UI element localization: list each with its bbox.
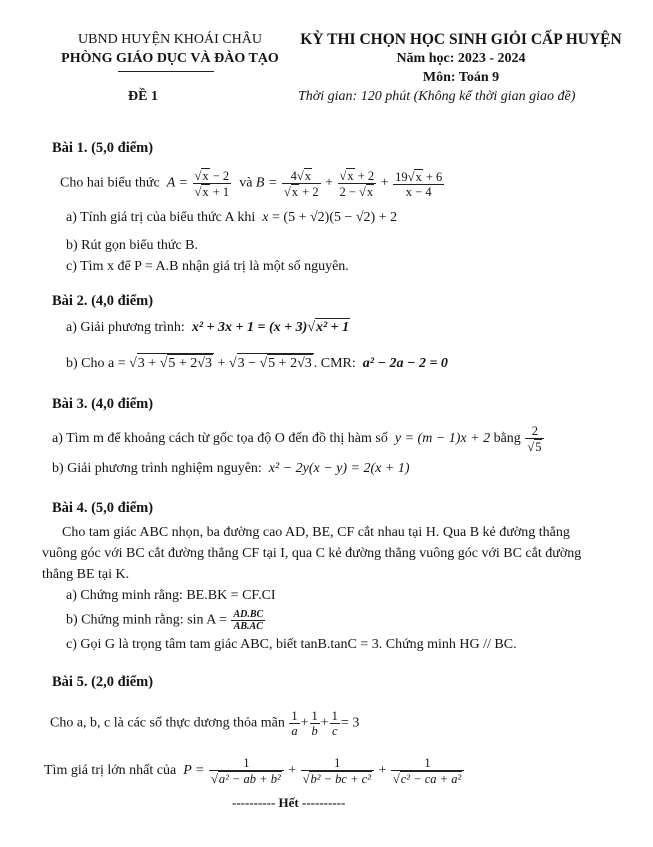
district-name: UBND HUYỆN KHOÁI CHÂU [78, 32, 262, 47]
end-marker: ---------- Hết ---------- [232, 795, 346, 810]
bai4-title: Bài 4. (5,0 điểm) [52, 500, 154, 516]
bai3-a-end: bằng [493, 431, 521, 447]
bai3-b-text: b) Giải phương trình nghiệm nguyên: [52, 461, 262, 476]
bai2-title: Bài 2. (4,0 điểm) [52, 293, 154, 309]
bai5-p2-text: Tìm giá trị lớn nhất của [44, 763, 177, 779]
bai4-c: c) Gọi G là trọng tâm tam giác ABC, biết tanB.tanC = 3. Chứng minh HG // BC. [66, 637, 517, 652]
frac-2-sqrt5: $\frac{2}{√5}$ [525, 424, 544, 454]
bai1-a-text: a) Tính giá trị của biểu thức A khi [66, 210, 256, 225]
header-underline [118, 71, 214, 72]
bai1-intro-text: Cho hai biểu thức [60, 175, 160, 191]
frac-B2: $\frac{√x + 2}{2 - √x}$ [339, 169, 375, 199]
exam-code: ĐỀ 1 [128, 89, 158, 104]
bai1-c: c) Tìm x để P = A.B nhận giá trị là một số nguyên. [66, 259, 349, 274]
header-left [60, 30, 280, 68]
bai4-b [66, 609, 266, 632]
bai5-p1: Cho a, b, c là các số thực dương thỏa mãn $\frac{1}{a}$ + $\frac{1}{b}$ + $\frac{1}{c}$ = 3 [50, 709, 360, 738]
bai4-p2: vuông góc với BC cắt đường thẳng CF tại I, qua C kẻ đường thẳng vuông góc với BC cắt đường [42, 546, 582, 561]
bai1-title: Bài 1. (5,0 điểm) [52, 140, 154, 156]
bai3-title: Bài 3. (4,0 điểm) [52, 396, 154, 412]
bai3-b: b) Giải phương trình nghiệm nguyên: x² − 2y(x − y) = 2(x + 1) [52, 461, 410, 476]
bai1-intro: Cho hai biểu thức A = $\frac{√x - 2}{√x + 1}$ và B = $\frac{4√x}{√x + 2}$ + $\frac{√x + 2}{2 - √x}$ + $\frac{19√x + 6}{x - 4}$ [60, 169, 443, 199]
bai5-title: Bài 5. (2,0 điểm) [52, 674, 154, 690]
expr-A: A = [163, 175, 188, 191]
bai5-p2: Tìm giá trị lớn nhất của P = $\frac{1}{\text{√a² − ab + b²}}$ + $\frac{1}{\text{√b² − bc + c²}}$ + $\frac{1}{\text{√c² − ca + a²}}$ [44, 756, 465, 786]
bai4-b-text: b) Chứng minh rằng: sin A = [66, 612, 227, 628]
school-year: Năm học: 2023 - 2024 [396, 51, 526, 66]
frac-1c: $\frac{1}{c}$ [331, 709, 338, 738]
frac-A: $\frac{√x - 2}{√x + 1}$ [194, 169, 230, 199]
bai2-a: a) Giải phương trình: x² + 3x + 1 = (x + 3)√x² + 1 [66, 320, 350, 335]
frac-P2: $\frac{1}{\text{√b² − bc + c²}}$ [301, 756, 374, 786]
bai1-a: a) Tính giá trị của biểu thức A khi x = (5 + √2)(5 − √2) + 2 [66, 210, 398, 225]
frac-P3: $\frac{1}{\text{√c² − ca + a²}}$ [391, 756, 464, 786]
bai4-p1: Cho tam giác ABC nhọn, ba đường cao AD, BE, CF cắt nhau tại H. Qua B kẻ đường thẳng [62, 525, 570, 540]
department-name: PHÒNG GIÁO DỤC VÀ ĐÀO TẠO [61, 51, 279, 66]
frac-1b: $\frac{1}{b}$ [311, 709, 318, 738]
frac-P1: $\frac{1}{\text{√a² − ab + b²}}$ [209, 756, 284, 786]
frac-B3: $\frac{19√x + 6}{x - 4}$ [395, 169, 443, 199]
exam-title: KỲ THI CHỌN HỌC SINH GIỎI CẤP HUYỆN [300, 31, 622, 48]
frac-1a: $\frac{1}{a}$ [291, 709, 298, 738]
bai3-a-text: a) Tìm m để khoảng cách từ gốc tọa độ O đến đồ thị hàm số [52, 431, 388, 447]
header-right [296, 30, 626, 87]
bai2-b-text: b) Cho a = [66, 356, 126, 371]
bai5-p1-text: Cho a, b, c là các số thực dương thỏa mãn [50, 715, 285, 731]
bai1-b: b) Rút gọn biểu thức B. [66, 238, 199, 253]
frac-sinA: $\frac{AD.BC}{AB.AC}$ [233, 609, 264, 632]
bai4-p3: thẳng BE tại K. [42, 567, 130, 582]
frac-B1: $\frac{4√x}{√x + 2}$ [283, 169, 319, 199]
bai4-a: a) Chứng minh rằng: BE.BK = CF.CI [66, 588, 276, 603]
subject: Môn: Toán 9 [422, 70, 500, 85]
bai3-a: a) Tìm m để khoảng cách từ gốc tọa độ O đến đồ thị hàm số y = (m − 1)x + 2 bằng $\frac{2}{√5}$ [52, 424, 545, 454]
exam-time: Thời gian: 120 phút (Không kể thời gian giao đề) [298, 89, 576, 104]
bai2-a-text: a) Giải phương trình: [66, 320, 185, 335]
bai2-b: b) Cho a = √3 + √5 + 2√3 + √3 − √5 + 2√3 . CMR: a² − 2a − 2 = 0 [66, 353, 448, 373]
bai2-cmr: . CMR: [313, 356, 356, 371]
